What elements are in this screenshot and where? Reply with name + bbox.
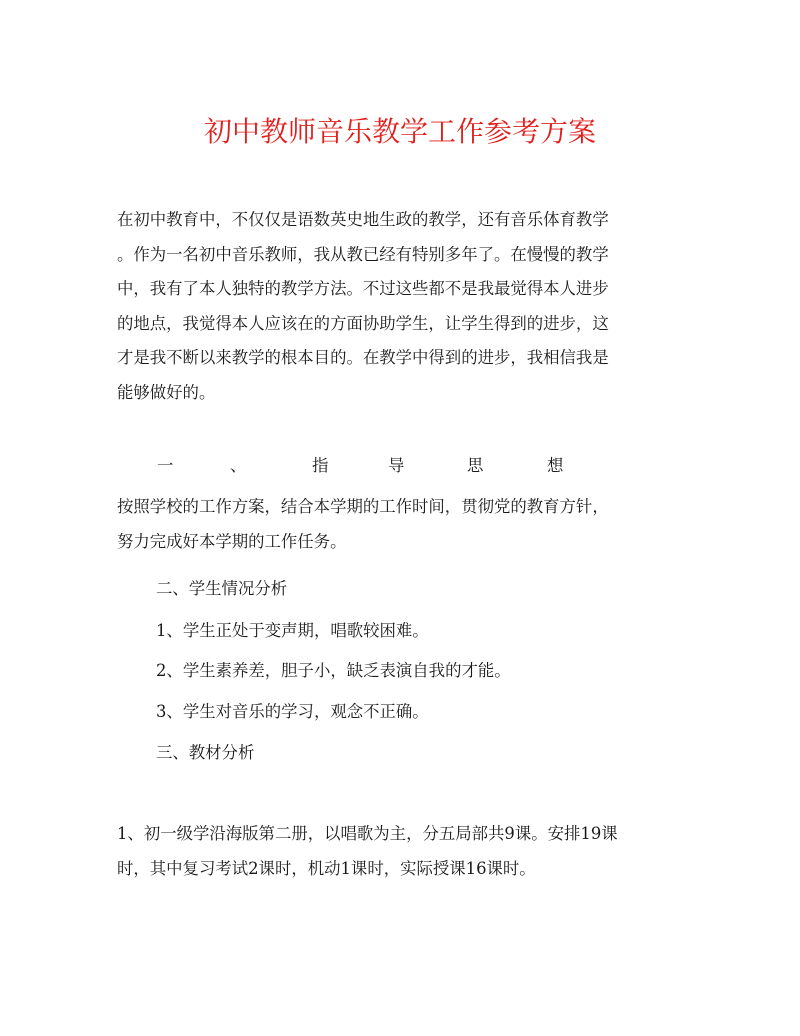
intro-paragraph <box>117 203 687 410</box>
intro-line: 能够做好的。 <box>117 382 216 402</box>
section2-item: 3、学生对音乐的学习，观念不正确。 <box>156 702 429 721</box>
heading-char: 一 <box>157 456 174 475</box>
section3-line: 1、初一级学沿海版第二册，以唱歌为主，分五局部共9课。安排19课 <box>117 824 618 843</box>
intro-line: 的地点，我觉得本人应该在的方面协助学生，让学生得到的进步，这 <box>117 313 609 333</box>
section1-heading <box>117 451 687 481</box>
section2-heading: 二、学生情况分析 <box>156 579 288 598</box>
section3-line: 时，其中复习考试2课时，机动1课时，实际授课16课时。 <box>117 858 536 878</box>
section3-body <box>117 817 687 886</box>
heading-char: 、 <box>230 456 247 475</box>
section1-line: 努力完成好本学期的工作任务。 <box>117 531 347 551</box>
section1-line: 按照学校的工作方案，结合本学期的工作时间，贯彻党的教育方针， <box>117 497 609 516</box>
section3-heading: 三、教材分析 <box>156 743 255 762</box>
intro-line: 才是我不断以来教学的根本目的。在教学中得到的进步，我相信我是 <box>117 348 609 367</box>
intro-line: 。作为一名初中音乐教师，我从教已经有特别多年了。在慢慢的教学 <box>117 244 609 264</box>
section1-body <box>117 490 687 559</box>
section2-item: 1、学生正处于变声期，唱歌较困难。 <box>156 621 429 640</box>
heading-char: 想 <box>547 456 564 475</box>
section2-item: 2、学生素养差，胆子小，缺乏表演自我的才能。 <box>156 661 511 680</box>
intro-line: 中，我有了本人独特的教学方法。不过这些都不是我最觉得本人进步 <box>117 279 609 298</box>
intro-line: 在初中教育中，不仅仅是语数英史地生政的教学，还有音乐体育教学 <box>117 210 609 229</box>
heading-char: 指 <box>312 456 329 475</box>
heading-char: 导 <box>388 456 405 475</box>
document-title: 初中教师音乐教学工作参考方案 <box>203 115 596 148</box>
heading-char: 思 <box>467 456 484 475</box>
